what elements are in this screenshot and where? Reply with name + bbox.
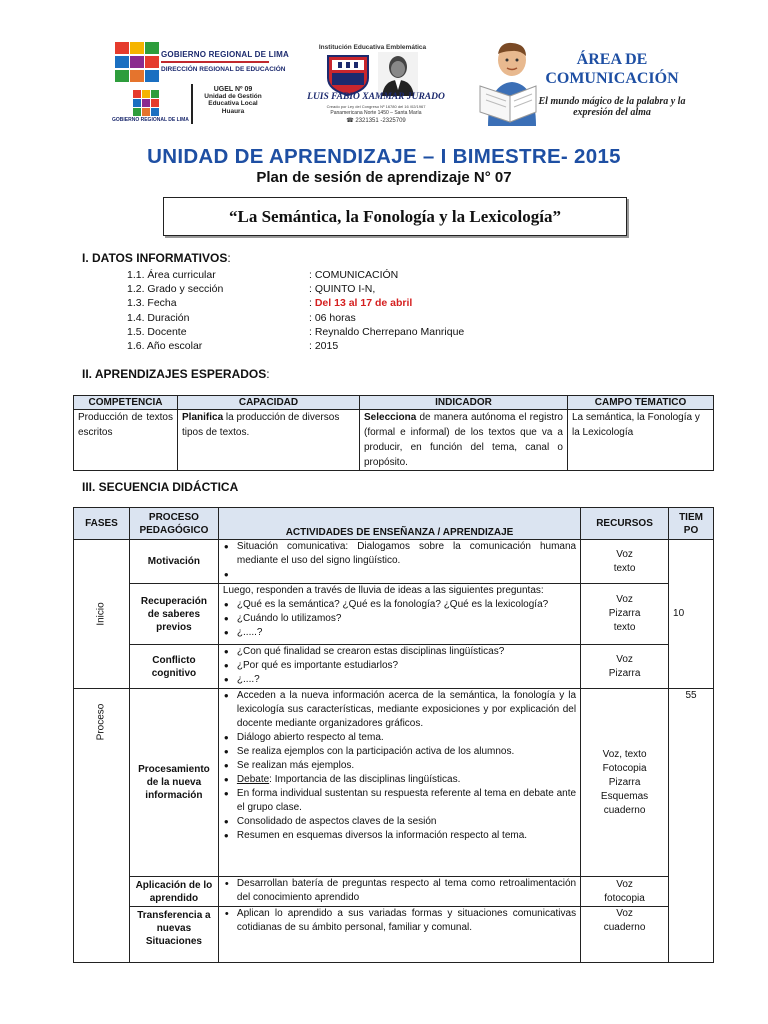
indicador-verb: Selecciona [364, 412, 417, 423]
recurso-item: texto [613, 622, 636, 633]
institution-type-label: Institución Educativa Emblemática [318, 44, 427, 51]
column-header: FASES [74, 508, 130, 540]
capacidad-cell [178, 410, 360, 471]
datos-row [127, 325, 464, 339]
proceso-cell: Procesamiento de la nueva información [129, 689, 218, 877]
column-header: RECURSOS [581, 508, 669, 540]
session-plan-title: Plan de sesión de aprendizaje N° 07 [256, 169, 512, 186]
recursos-cell [581, 877, 669, 907]
list-item: • Desarrollan batería de preguntas respecto al tema como retroalimentación del conocimiento aprendido [223, 877, 576, 905]
datos-label: 1.2. Grado y sección [127, 283, 224, 296]
recurso-item: Voz [616, 908, 633, 919]
date-range: Del 13 al 17 de abril [314, 297, 413, 310]
institution-address: Panamericana Norte 1450 – Santa María [330, 110, 422, 116]
actividades-cell [218, 540, 580, 584]
column-header: INDICADOR [360, 396, 568, 410]
datos-value: : QUINTO I-N, [309, 283, 376, 296]
recurso-item: Esquemas [600, 790, 649, 802]
section-heading-text: II. APRENDIZAJES ESPERADOS [82, 367, 267, 381]
ugel-block [199, 86, 267, 115]
datos-value: : Reynaldo Cherrepano Manrique [309, 325, 465, 338]
section-heading-text: I. DATOS INFORMATIVOS [82, 251, 228, 265]
activity-list [223, 540, 576, 582]
section-heading-aprendizajes: II. APRENDIZAJES ESPERADOS: [82, 367, 270, 381]
column-header: COMPETENCIA [74, 396, 178, 410]
list-item: ● Consolidado de aspectos claves de la sesión [223, 815, 576, 829]
actividades-cell [218, 584, 580, 645]
gobierno-regional-divider [161, 61, 269, 63]
list-item: ● Acceden a la nueva información acerca de la semántica, la fonología y la lexicología sus características, mediante exposiciones y por explicación del docente mediante organizadores gráficos. [223, 689, 576, 731]
school-shield-icon [326, 54, 370, 96]
recursos-cell [581, 540, 669, 584]
datos-label: 1.6. Año escolar [127, 340, 203, 353]
table-row-procesamiento [74, 689, 714, 877]
table-row-aplicacion [74, 877, 714, 907]
list-item: ● ¿Cuándo lo utilizamos? [223, 612, 576, 626]
aprendizajes-table [73, 395, 714, 471]
ugel-divider [191, 84, 193, 124]
tiempo-proceso-cell: 55 [669, 689, 714, 963]
ugel-line: Huaura [221, 107, 245, 115]
datos-row [127, 296, 464, 310]
datos-value: : 2015 [309, 340, 339, 353]
datos-informativos-list [127, 268, 464, 353]
document-header [0, 0, 768, 140]
founder-portrait-icon [378, 52, 418, 96]
indicador-text: de manera autónoma el registro (formal e informal) de los textos que va a producir, en función del tema, canal o propósito. [364, 412, 563, 468]
datos-label: 1.4. Duración [127, 311, 190, 324]
activity-list [223, 598, 576, 640]
list-item: ● Diálogo abierto respecto al tema. [223, 731, 576, 745]
institution-name: LUIS FABIO XAMMAR JURADO [307, 92, 445, 102]
datos-value: : 06 horas [309, 311, 356, 324]
recurso-item: Voz [616, 548, 633, 560]
gobierno-regional-title: GOBIERNO REGIONAL DE LIMA [161, 50, 289, 59]
section-heading-datos: I. DATOS INFORMATIVOS: [82, 251, 231, 265]
list-item: ● Se realiza ejemplos con la participación activa de los alumnos. [223, 745, 576, 759]
activity-intro: Luego, responden a través de lluvia de ideas a las siguientes preguntas: [222, 585, 544, 596]
recurso-item: Pizarra [608, 667, 641, 679]
list-item [223, 568, 576, 582]
list-item: • Aplican lo aprendido a sus variadas formas y situaciones comunicativas cotidianas de su ámbito personal, familiar y comunal. [223, 907, 576, 935]
recurso-item: Voz [616, 594, 633, 605]
recursos-cell [581, 645, 669, 689]
gobierno-regional-small-logo-icon [133, 90, 159, 116]
phone-icon: ☎ [346, 118, 356, 124]
table-header-row [74, 508, 714, 540]
institution-phone-number: 2321351 -2325709 [355, 118, 406, 124]
proceso-cell: Conflicto cognitivo [129, 645, 218, 689]
datos-label: 1.5. Docente [127, 325, 187, 338]
ugel-line: Unidad de Gestión [204, 93, 262, 101]
institution-phone [296, 117, 456, 124]
list-item: ● ¿Por qué es importante estudiarlos? [223, 659, 576, 673]
datos-row [127, 282, 464, 296]
column-header: CAPACIDAD [178, 396, 360, 410]
debate-text: : Importancia de las disciplinas lingüísticas. [269, 774, 461, 785]
competencia-cell: Producción de textos escritos [74, 410, 178, 471]
datos-value-date: : Del 13 al 17 de abril [309, 297, 413, 310]
activity-list [223, 907, 576, 935]
datos-row [127, 339, 464, 353]
proceso-cell: Transferencia a nuevas Situaciones [129, 907, 218, 963]
column-header: TIEM PO [669, 508, 714, 540]
ugel-line: Educativa Local [208, 100, 258, 108]
column-header: ACTIVIDADES DE ENSEÑANZA / APRENDIZAJE [218, 508, 580, 540]
list-item-debate [223, 773, 576, 787]
recurso-item: Voz [616, 878, 633, 890]
capacidad-text: la producción de diversos tipos de textos. [182, 412, 340, 438]
list-item: ● ¿.....? [223, 626, 576, 640]
proceso-cell: Motivación [129, 540, 218, 584]
datos-row [127, 311, 464, 325]
unit-title: UNIDAD DE APRENDIZAJE – I BIMESTRE- 2015 [147, 145, 621, 168]
recursos-cell [581, 689, 669, 877]
recursos-cell [581, 584, 669, 645]
session-topic: “La Semántica, la Fonología y la Lexicología” [163, 197, 627, 236]
actividades-cell [218, 645, 580, 689]
actividades-cell [218, 907, 580, 963]
recurso-item: Voz [616, 653, 633, 665]
area-slogan: El mundo mágico de la palabra y la expresión del alma [538, 96, 686, 118]
list-item: ● ¿Con qué finalidad se crearon estas disciplinas lingüísticas? [223, 645, 576, 659]
section-heading-secuencia: III. SECUENCIA DIDÁCTICA [82, 480, 239, 494]
datos-label: 1.1. Área curricular [127, 269, 216, 281]
table-row [74, 410, 714, 471]
recurso-item: Voz, texto [602, 748, 647, 760]
activity-list [223, 645, 576, 687]
list-item: ● En forma individual sustentan su respuesta referente al tema en debate ante el grupo clase. [223, 787, 576, 815]
activity-list [223, 689, 576, 843]
institution-law: Creado por Ley del Congreso Nº 16780 del 16 /02/1967 [326, 104, 426, 109]
recurso-item: cuaderno [603, 804, 646, 816]
list-item: ● Se realizan más ejemplos. [223, 759, 576, 773]
table-row-conflicto [74, 645, 714, 689]
gobierno-regional-small-label: GOBIERNO REGIONAL DE LIMA [112, 117, 189, 123]
actividades-cell [218, 689, 580, 877]
list-item: ● Situación comunicativa: Dialogamos sobre la comunicación humana mediante el uso del signo lingüístico. [223, 540, 576, 568]
secuencia-didactica-table [73, 507, 714, 963]
fase-label: Proceso [95, 703, 107, 741]
column-header: CAMPO TEMATICO [568, 396, 714, 410]
recurso-item: Pizarra [608, 608, 641, 619]
datos-value: : COMUNICACIÓN [309, 269, 399, 281]
list-item: ● Resumen en esquemas diversos la información respecto al tema. [223, 829, 576, 843]
recurso-item: fotocopia [604, 892, 645, 904]
gobierno-regional-logo-icon [115, 42, 159, 82]
table-row-recuperacion [74, 584, 714, 645]
ugel-line: UGEL Nº 09 [213, 86, 253, 93]
recurso-item: Fotocopia [602, 762, 647, 774]
area-title: ÁREA DE COMUNICACIÓN [545, 51, 679, 87]
activity-list [223, 877, 576, 905]
debate-label: Debate [236, 774, 270, 785]
actividades-cell [218, 877, 580, 907]
datos-row [127, 268, 464, 282]
recurso-item: Pizarra [608, 776, 641, 788]
tiempo-inicio-cell: 10 [669, 540, 714, 689]
fase-label: Inicio [95, 602, 107, 626]
capacidad-verb: Planifica [182, 412, 224, 423]
recurso-item: texto [613, 562, 636, 574]
column-header: PROCESO PEDAGÓGICO [129, 508, 218, 540]
table-row-motivacion [74, 540, 714, 584]
table-header-row [74, 396, 714, 410]
fase-proceso-cell [74, 689, 130, 963]
indicador-cell [360, 410, 568, 471]
proceso-cell: Aplicación de lo aprendido [129, 877, 218, 907]
datos-label: 1.3. Fecha [127, 297, 177, 310]
table-row-transferencia [74, 907, 714, 963]
fase-inicio-cell [74, 540, 130, 689]
list-item: ● ¿....? [223, 673, 576, 687]
proceso-cell: Recuperación de saberes previos [129, 584, 218, 645]
recursos-cell [581, 907, 669, 963]
direccion-regional-label: DIRECCIÓN REGIONAL DE EDUCACIÓN [161, 66, 286, 73]
recurso-item: cuaderno [603, 922, 646, 933]
list-item: ● ¿Qué es la semántica? ¿Qué es la fonología? ¿Qué es la lexicología? [223, 598, 576, 612]
campo-tematico-cell: La semántica, la Fonología y la Lexicología [568, 410, 714, 471]
